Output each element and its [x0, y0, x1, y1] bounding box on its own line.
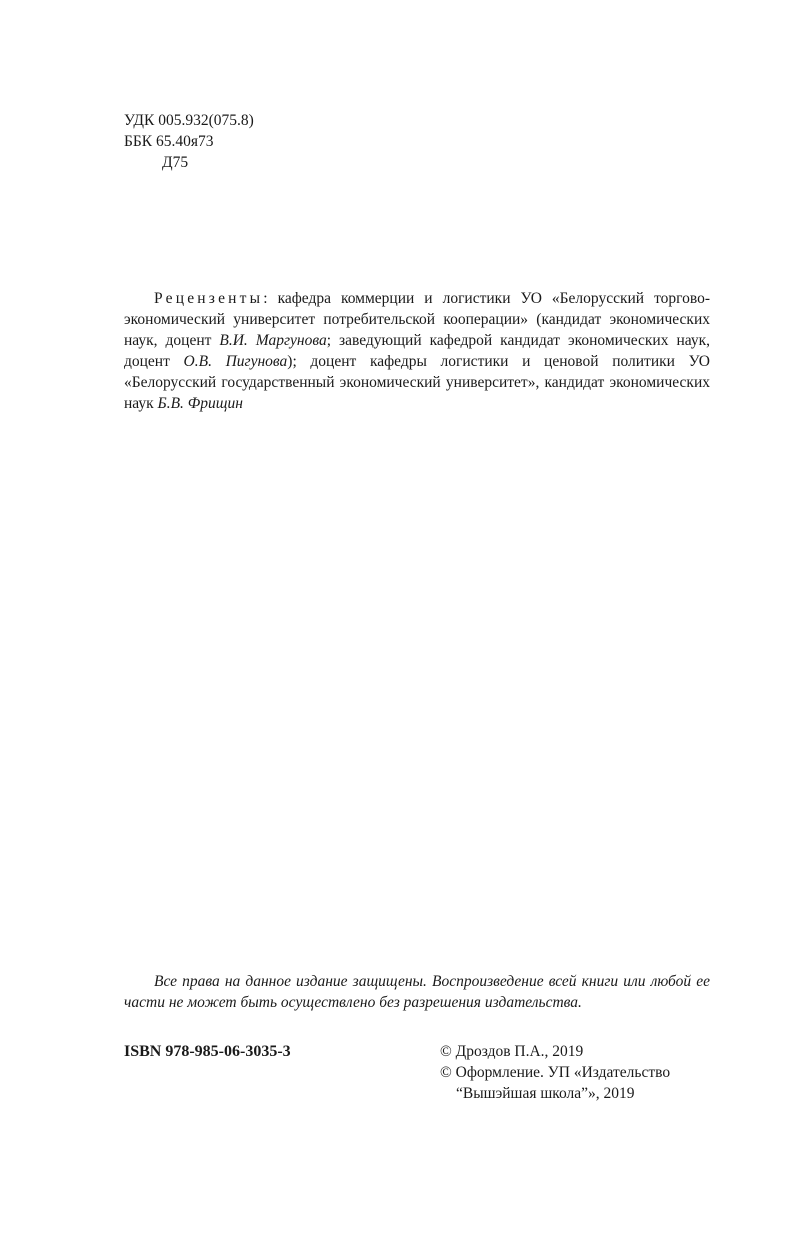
classification-codes: [124, 110, 254, 173]
udk-code: УДК 005.932(075.8): [124, 112, 254, 129]
reviewer-name-2: О.В. Пигунова: [183, 353, 288, 370]
reviewers-paragraph: [124, 288, 710, 414]
reviewer-name-1: В.И. Маргунова: [219, 332, 327, 349]
isbn: ISBN 978-985-06-3035-3: [124, 1043, 291, 1060]
reviewer-name-3: Б.В. Фрищин: [157, 395, 243, 412]
copyright-publisher: “Вышэйшая школа”», 2019: [456, 1085, 635, 1102]
copyright-block: [440, 1041, 670, 1104]
copyright-design: © Оформление. УП «Издательство: [440, 1064, 671, 1081]
rights-notice: Все права на данное издание защищены. Воспроизведение всей книги или любой ее части не может быть осуществлено без разрешения издательства.: [124, 973, 710, 1011]
copyright-author: © Дроздов П.А., 2019: [440, 1043, 584, 1060]
reviewers-label: Рецензенты: [154, 290, 264, 307]
reviewers-text-2: ; заведующий кафедрой кандидат экономических наук, доцент: [124, 332, 710, 370]
bbk-code: ББК 65.40я73: [124, 133, 214, 150]
reviewers-text-3: ); доцент кафедры логистики и ценовой политики УО «Белорусский государственный экономический университет», кандидат экономических наук: [124, 353, 711, 412]
author-mark: Д75: [162, 154, 189, 171]
reviewers-text-1: : кафедра коммерции и логистики УО «Белорусский торгово-экономический университет потребительской кооперации» (кандидат экономических наук, доцент: [124, 290, 710, 349]
